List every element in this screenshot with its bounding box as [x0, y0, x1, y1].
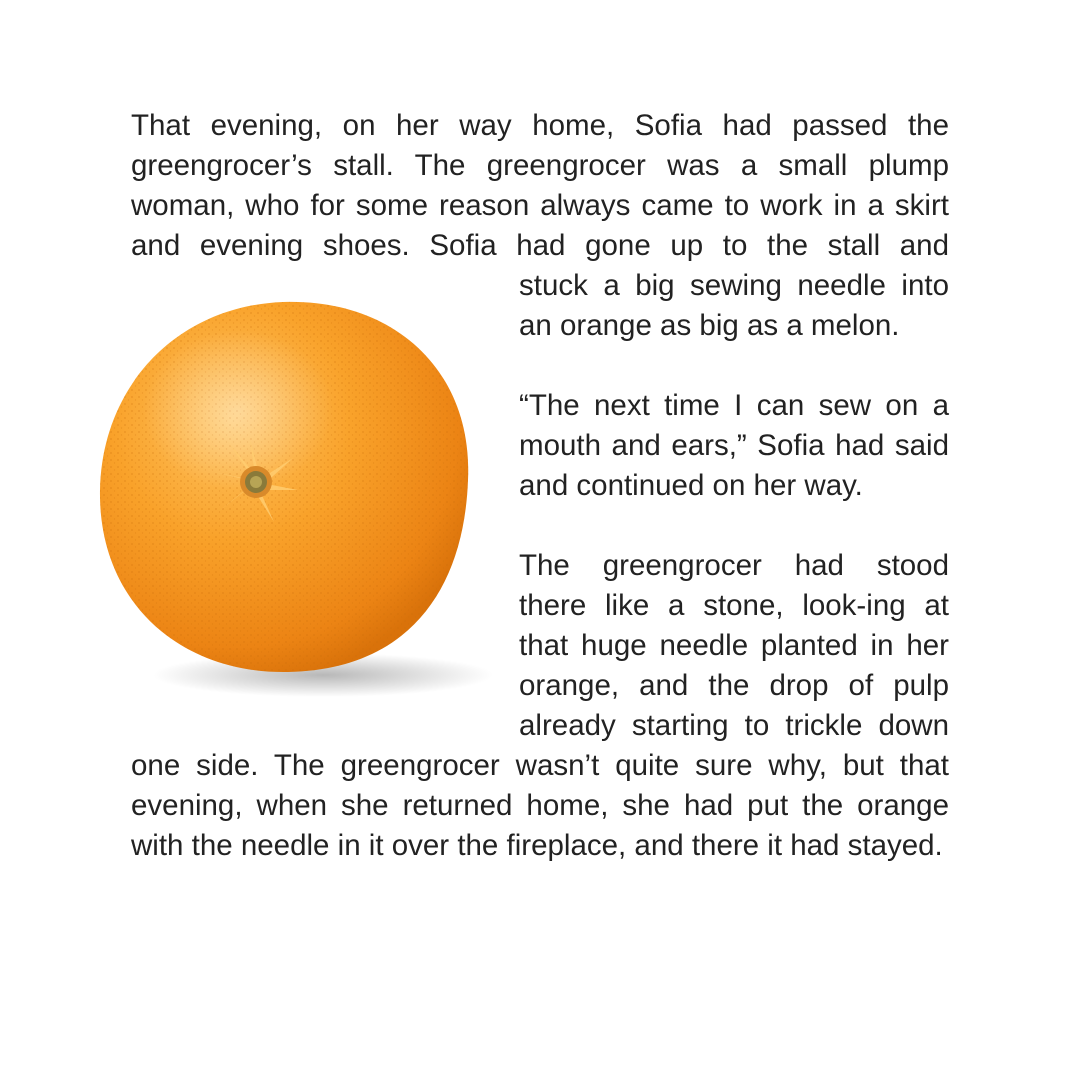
paragraph-opening: That evening, on her way home, Sofia had passed the greengrocer’s stall. The greengrocer was a small plump woman, who for some reason always came to work in a skirt and evening shoes. Sofia had gone up to the stall and: [131, 109, 949, 262]
paragraph-closing: one side. The greengrocer wasn’t quite sure why, but that evening, when she returned home, she had put the orange with the needle in it over the fireplace, and there it had stayed.: [131, 749, 949, 862]
paragraph-greengrocer: The greengrocer had stood there like a stone, look-ing at that huge needle planted in her orange, and the drop of pulp already starting to trickle down: [519, 549, 949, 742]
paragraph-quote: “The next time I can sew on a mouth and ears,” Sofia had said and continued on her way.: [519, 389, 949, 502]
paragraph-needle: stuck a big sewing needle into an orange as big as a melon.: [519, 269, 949, 342]
orange-fruit-illustration: [88, 290, 508, 710]
